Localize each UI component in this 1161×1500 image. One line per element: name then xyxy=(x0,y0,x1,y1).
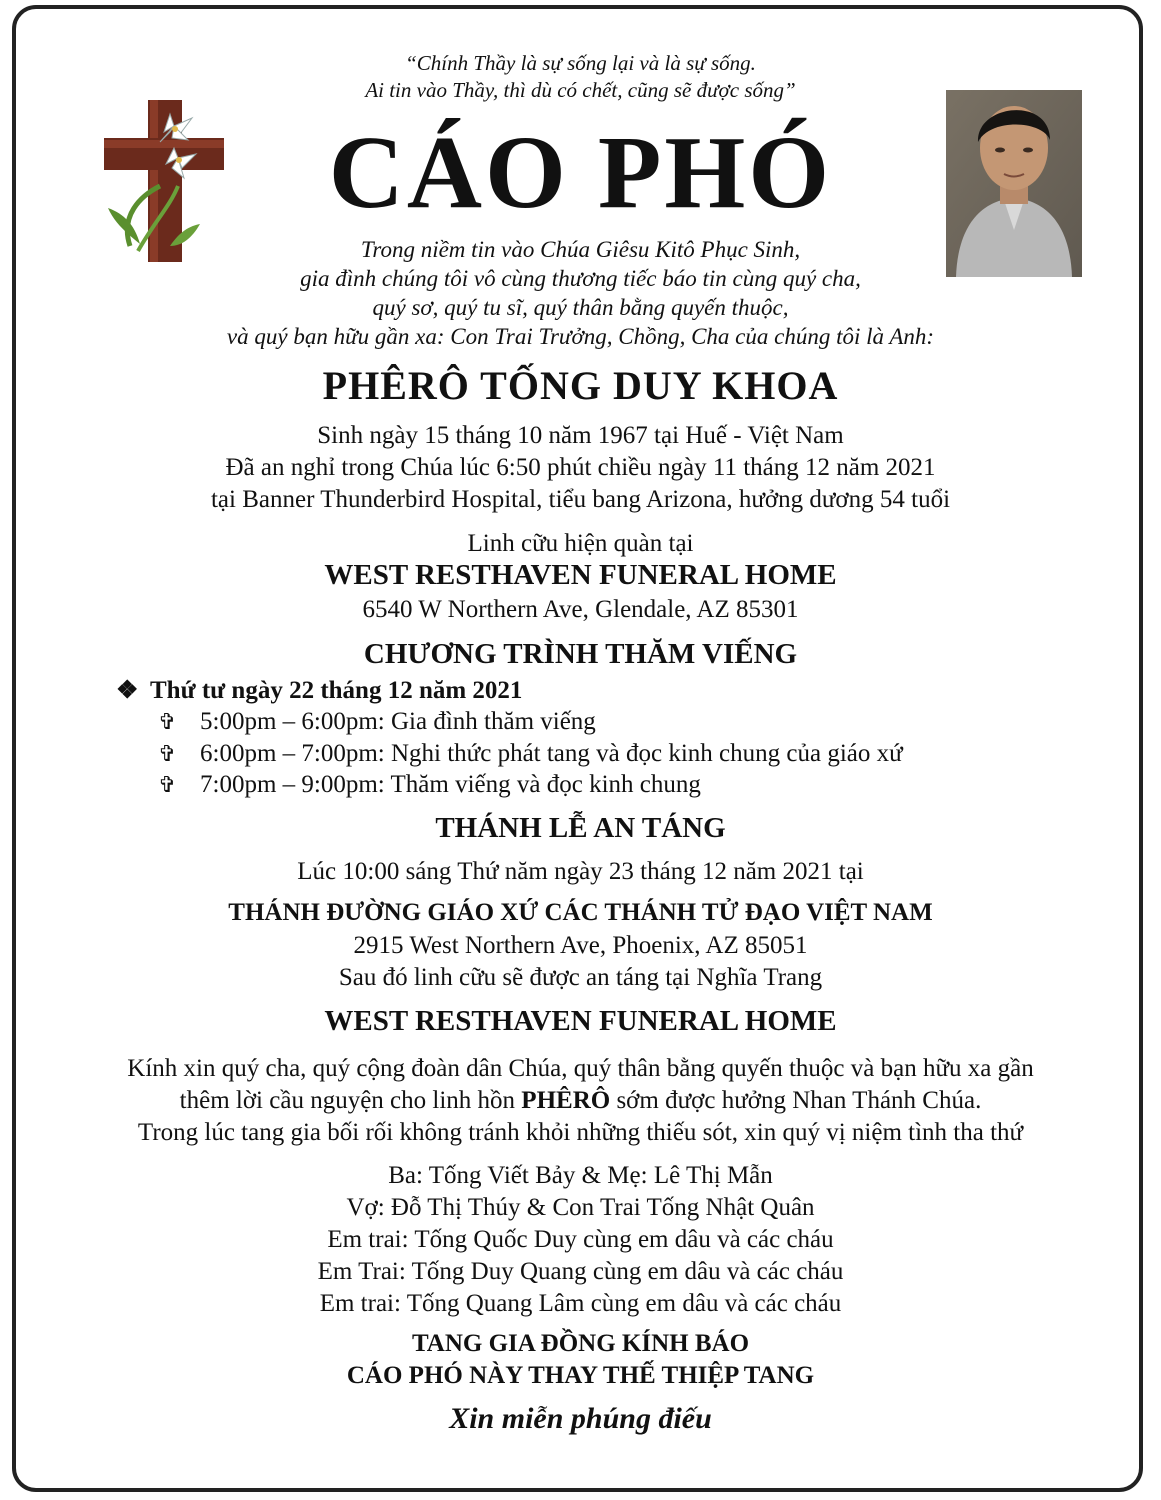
cemetery-name: WEST RESTHAVEN FUNERAL HOME xyxy=(324,1005,837,1037)
request-text: thêm lời cầu nguyện cho linh hồn xyxy=(179,1087,522,1114)
request-line xyxy=(0,1085,1161,1117)
family-member: Em trai: Tống Quang Lâm cùng em dâu và các cháu xyxy=(319,1290,842,1317)
visitation-item xyxy=(158,769,701,800)
family-member: Ba: Tống Viết Bảy & Mẹ: Lê Thị Mẫn xyxy=(388,1162,773,1189)
cross-bullet-icon: ✞ xyxy=(158,772,177,797)
intro-text xyxy=(0,235,1161,351)
cross-bullet-icon: ✞ xyxy=(158,709,177,734)
visitation-item-text: 7:00pm – 9:00pm: Thăm viếng và đọc kinh chung xyxy=(200,771,701,798)
scripture-quote xyxy=(0,50,1161,104)
request-name: PHÊRÔ xyxy=(521,1087,611,1114)
quote-line-2: Ai tin vào Thầy, thì dù có chết, cũng sẽ được sống” xyxy=(365,78,796,102)
visitation-day-text: Thứ tư ngày 22 tháng 12 năm 2021 xyxy=(150,677,523,704)
church-address: 2915 West Northern Ave, Phoenix, AZ 85051 xyxy=(353,932,808,959)
family-member: Em trai: Tống Quốc Duy cùng em dâu và các cháu xyxy=(327,1226,834,1253)
announce-line: TANG GIA ĐỒNG KÍNH BÁO xyxy=(411,1330,750,1357)
closing-note: Xin miễn phúng điếu xyxy=(449,1402,712,1435)
repose-address: 6540 W Northern Ave, Glendale, AZ 85301 xyxy=(362,596,799,623)
family-list xyxy=(0,1160,1161,1320)
repose-label: Linh cữu hiện quàn tại xyxy=(467,530,694,557)
detail-line: tại Banner Thunderbird Hospital, tiểu bang Arizona, hưởng dương 54 tuổi xyxy=(210,486,951,513)
family-member: Em Trai: Tống Duy Quang cùng em dâu và các cháu xyxy=(317,1258,844,1285)
deceased-name: PHÊRÔ TỐNG DUY KHOA xyxy=(322,363,839,408)
detail-line: Sinh ngày 15 tháng 10 năm 1967 tại Huế - Việt Nam xyxy=(317,422,844,449)
request-line: Trong lúc tang gia bối rối không tránh khỏi những thiếu sót, xin quý vị niệm tình tha thứ xyxy=(137,1119,1024,1146)
cross-bullet-icon: ✞ xyxy=(158,741,177,766)
family-member: Vợ: Đỗ Thị Thúy & Con Trai Tống Nhật Quân xyxy=(346,1194,815,1221)
visitation-item xyxy=(158,706,596,737)
request-text: sớm được hưởng Nhan Thánh Chúa. xyxy=(610,1087,982,1114)
announce-line: CÁO PHÓ NÀY THAY THẾ THIỆP TANG xyxy=(346,1362,815,1389)
detail-line: Đã an nghỉ trong Chúa lúc 6:50 phút chiều ngày 11 tháng 12 năm 2021 xyxy=(225,454,936,481)
prayer-request xyxy=(0,1053,1161,1149)
visitation-item-text: 5:00pm – 6:00pm: Gia đình thăm viếng xyxy=(200,708,596,735)
repose-place: WEST RESTHAVEN FUNERAL HOME xyxy=(324,559,837,591)
funeral-mass-heading: THÁNH LỄ AN TÁNG xyxy=(435,812,726,844)
visitation-item xyxy=(158,738,903,769)
visitation-item-text: 6:00pm – 7:00pm: Nghi thức phát tang và đọc kinh chung của giáo xứ xyxy=(200,740,903,767)
intro-line: quý sơ, quý tu sĩ, quý thân bằng quyến thuộc, xyxy=(372,295,789,320)
request-line: Kính xin quý cha, quý cộng đoàn dân Chúa, quý thân bằng quyến thuộc và bạn hữu xa gần xyxy=(127,1055,1034,1082)
church-name: THÁNH ĐƯỜNG GIÁO XỨ CÁC THÁNH TỬ ĐẠO VIỆT NAM xyxy=(228,899,933,926)
visitation-day xyxy=(116,675,522,706)
intro-line: Trong niềm tin vào Chúa Giêsu Kitô Phục Sinh, xyxy=(360,237,801,262)
intro-line: gia đình chúng tôi vô cùng thương tiếc báo tin cùng quý cha, xyxy=(300,266,861,291)
life-details xyxy=(0,420,1161,516)
announcement xyxy=(0,1328,1161,1392)
quote-line-1: “Chính Thầy là sự sống lại và là sự sống. xyxy=(405,51,756,75)
page-title: CÁO PHÓ xyxy=(328,115,833,230)
funeral-mass-time: Lúc 10:00 sáng Thứ năm ngày 23 tháng 12 năm 2021 tại xyxy=(297,858,864,885)
burial-note: Sau đó linh cữu sẽ được an táng tại Nghĩa Trang xyxy=(338,964,823,991)
intro-line: và quý bạn hữu gần xa: Con Trai Trưởng, Chồng, Cha của chúng tôi là Anh: xyxy=(226,324,935,349)
visitation-heading: CHƯƠNG TRÌNH THĂM VIẾNG xyxy=(363,638,798,670)
diamond-bullet-icon: ❖ xyxy=(116,677,139,704)
